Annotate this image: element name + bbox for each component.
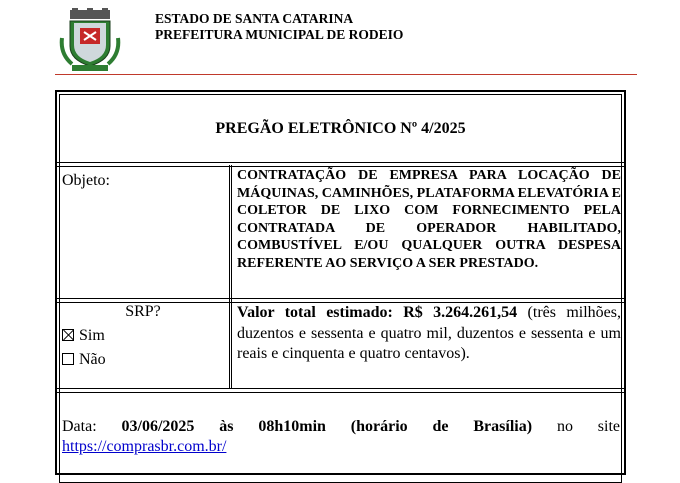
- notice-box: [55, 90, 626, 475]
- srp-option-sim: [62, 327, 105, 345]
- document-header: [0, 0, 680, 76]
- objeto-label: Objeto:: [62, 172, 110, 189]
- data-row: Data: 03/06/2025 às 08h10min (horário de Brasília) no site https://comprasbr.com.br/: [62, 418, 621, 455]
- srp-option-label: Sim: [79, 327, 105, 344]
- valor-label: Valor total estimado:: [237, 304, 393, 321]
- municipal-coat-of-arms-icon: [58, 8, 122, 72]
- data-suffix: no site: [556, 418, 621, 435]
- data-label: Data: [62, 418, 93, 435]
- title-row: [57, 92, 624, 162]
- valor-estimado: [237, 303, 621, 365]
- row-divider: [57, 388, 624, 393]
- srp-option-nao: [62, 351, 106, 369]
- state-name: ESTADO DE SANTA CATARINA: [155, 11, 354, 26]
- srp-label: SRP?: [125, 303, 161, 320]
- header-divider: [55, 74, 637, 75]
- checked-box-icon: [62, 329, 74, 341]
- data-value: 03/06/2025 às 08h10min (horário de Brasília): [121, 418, 533, 435]
- valor-extenso: (três milhões, duzentos e sessenta e quatro mil, duzentos e sessenta e um reais e cinquenta e quatro centavos).: [237, 304, 622, 362]
- compras-site-link[interactable]: https://comprasbr.com.br/: [62, 438, 227, 455]
- column-divider: [229, 165, 232, 388]
- municipality-name: PREFEITURA MUNICIPAL DE RODEIO: [155, 27, 404, 42]
- srp-option-label: Não: [79, 351, 106, 368]
- notice-title: PREGÃO ELETRÔNICO Nº 4/2025: [215, 120, 466, 137]
- unchecked-box-icon: [62, 353, 74, 365]
- objeto-text: CONTRATAÇÃO DE EMPRESA PARA LOCAÇÃO DE MÁQUINAS, CAMINHÕES, PLATAFORMA ELEVATÓRIA E COLETOR DE LIXO COM FORNECIMENTO PELA CONTRATADA DE OPERADOR HABILITADO, COMBUSTÍVEL E/OU QUALQUER OUTRA DESPESA REFERENTE AO SERVIÇO A SER PRESTADO.: [237, 168, 622, 271]
- valor-amount: R$ 3.264.261,54: [403, 304, 518, 321]
- header-text: [155, 11, 403, 43]
